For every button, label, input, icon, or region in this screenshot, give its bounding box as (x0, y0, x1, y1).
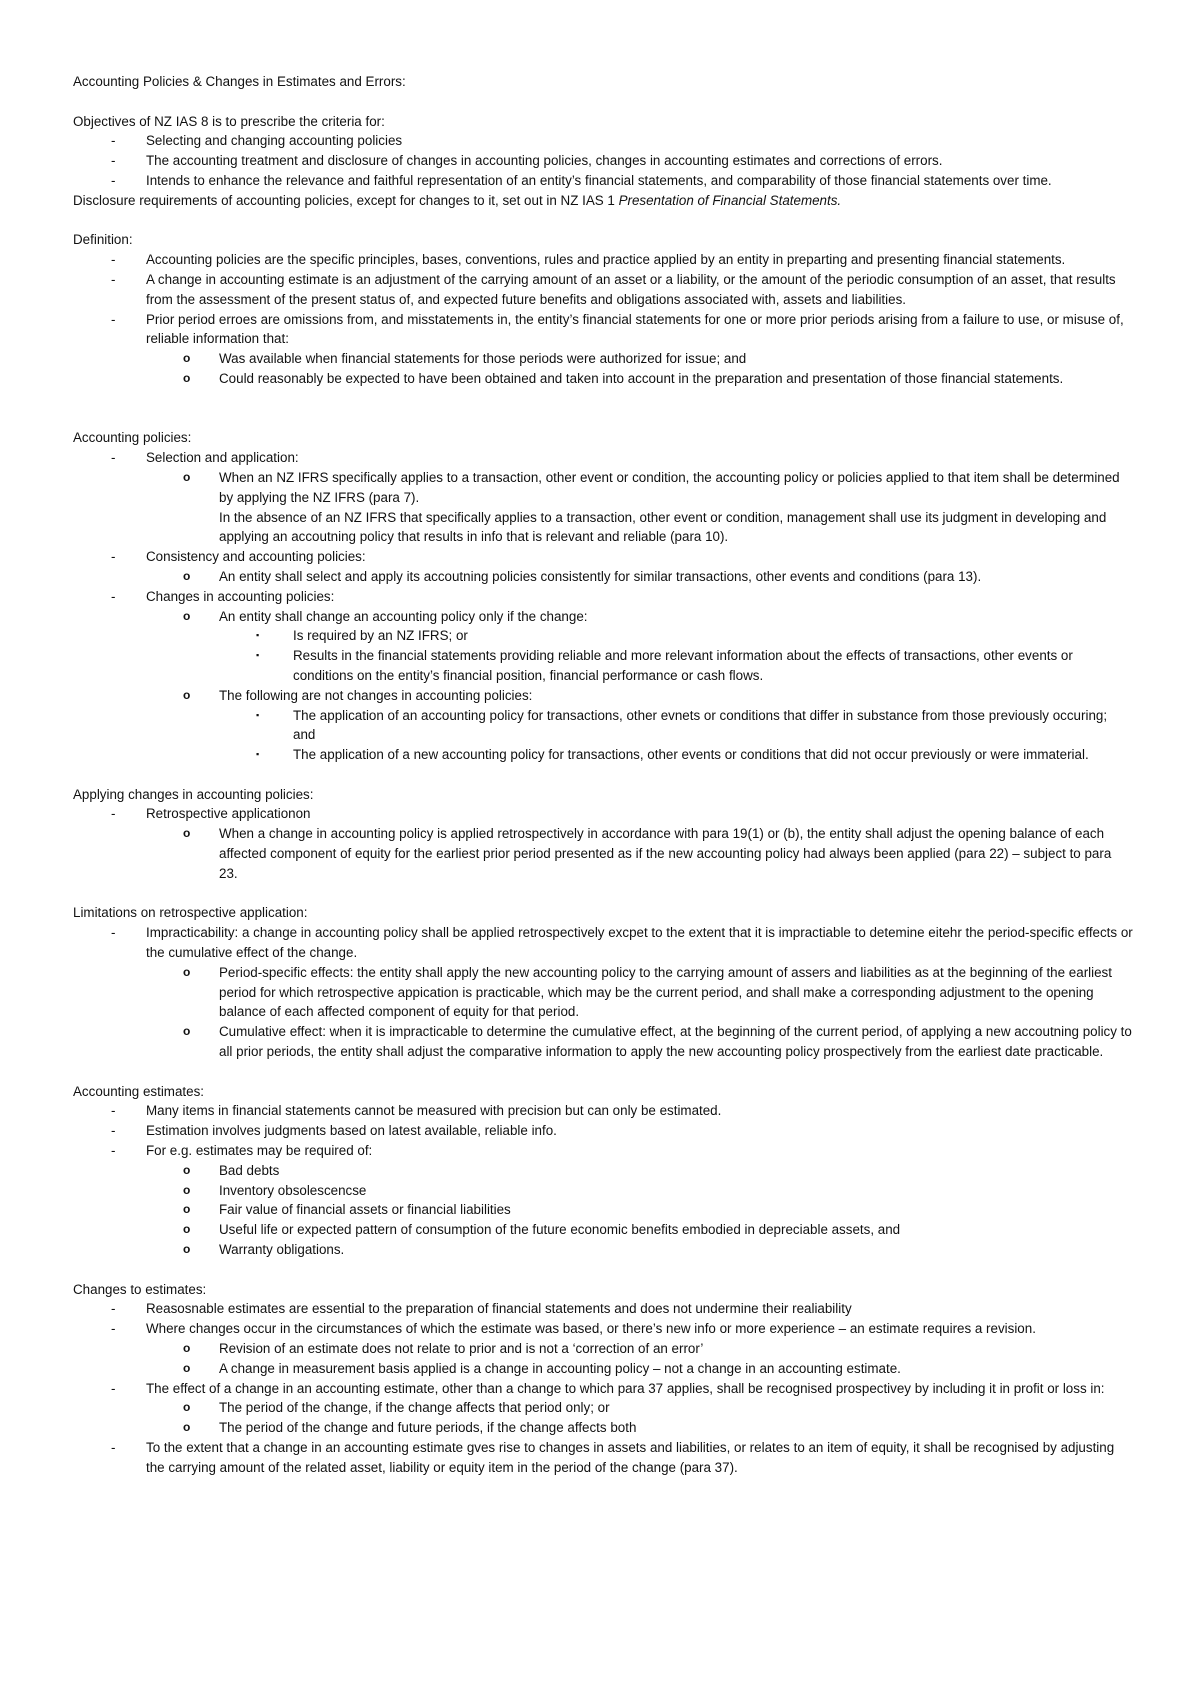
list-subsubitem: ▪ The application of a new accounting policy for transactions, other events or conditions that did not occur previously or were immaterial. (73, 745, 1133, 765)
square-bullet: ▪ (256, 630, 260, 641)
dash-bullet: - (111, 153, 116, 169)
list-item: - Retrospective applicationon (73, 804, 1133, 824)
dash-bullet: - (111, 1143, 116, 1159)
list-item: - Many items in financial statements cannot be measured with precision but can only be estimated. (73, 1101, 1133, 1121)
circle-bullet: o (183, 568, 191, 583)
dash-bullet: - (111, 252, 116, 268)
circle-bullet: o (183, 687, 191, 702)
list-item: - For e.g. estimates may be required of: (73, 1141, 1133, 1161)
dash-bullet: - (111, 806, 116, 822)
dash-bullet: - (111, 172, 116, 188)
circle-bullet: o (183, 351, 191, 366)
circle-bullet: o (183, 469, 191, 484)
document-title: Accounting Policies & Changes in Estimates and Errors: (73, 74, 406, 89)
circle-bullet: o (183, 1222, 191, 1237)
list-subitem: o The period of the change, if the change affects that period only; or (73, 1398, 1133, 1418)
dash-bullet: - (111, 925, 116, 941)
list-item: - Changes in accounting policies: (73, 587, 1133, 607)
dash-bullet: - (111, 1123, 116, 1139)
circle-bullet: o (183, 608, 191, 623)
section-heading: Limitations on retrospective application: (73, 905, 308, 921)
dash-bullet: - (111, 1321, 116, 1337)
circle-bullet: o (183, 1024, 191, 1039)
list-subitem: o Useful life or expected pattern of consumption of the future economic benefits embodied in depreciable assets, and (73, 1220, 1133, 1240)
dash-bullet: - (111, 1103, 116, 1119)
circle-bullet: o (183, 1182, 191, 1197)
list-subsubitem: ▪ The application of an accounting policy for transactions, other evnets or conditions that differ in substance from those previously occuring; and (256, 707, 1108, 743)
section-heading: Applying changes in accounting policies: (73, 786, 314, 802)
list-item: - A change in accounting estimate is an adjustment of the carrying amount of an asset or a liability, or the amount of the periodic consumption of an asset, that results from the assessment of the present status of, and expected future benefits and obligations associated with, assets and liabilities. (111, 271, 1116, 307)
circle-bullet: o (183, 1162, 191, 1177)
circle-bullet: o (183, 826, 191, 841)
square-bullet: ▪ (256, 749, 260, 760)
list-subitem: o A change in measurement basis applied is a change in accounting policy – not a change in an accounting estimate. (73, 1359, 1133, 1379)
list-item: - Prior period erroes are omissions from, and misstatements in, the entity’s financial statements for one or more prior periods arising from a failure to use, or misuse of, reliable information that: (111, 311, 1124, 347)
list-subitem: o Inventory obsolescencse (73, 1181, 1133, 1201)
dash-bullet: - (111, 1301, 116, 1317)
list-subitem: o When a change in accounting policy is applied retrospectively in accordance with para 19(1) or (b), the entity shall adjust the opening balance of each affected component of equity for the earliest prior period presented as if the new accounting policy had always been applied (para 22) – subject to para 23. (183, 826, 1112, 881)
circle-bullet: o (183, 1420, 191, 1435)
section-heading: Changes to estimates: (73, 1281, 207, 1297)
list-item: - The effect of a change in an accounting estimate, other than a change to which para 37 applies, shall be recognised prospectivey by including it in profit or loss in: (73, 1379, 1133, 1399)
list-subsubitem: ▪ Is required by an NZ IFRS; or (73, 626, 1133, 646)
circle-bullet: o (183, 1400, 191, 1415)
list-item: - Estimation involves judgments based on latest available, reliable info. (73, 1121, 1133, 1141)
section-heading: Accounting estimates: (73, 1083, 204, 1099)
list-subsubitem: ▪ Results in the financial statements providing reliable and more relevant information about the effects of transactions, other events or conditions on the entity’s financial position, financial performance or cash flows. (256, 648, 1073, 683)
list-subitem-continuation: In the absence of an NZ IFRS that specifically applies to a transaction, other event or condition, management shall use its judgment in developing and applying an accoutning policy that results in info that is relevant and reliable (para 10). (219, 509, 1107, 545)
list-item: - Impracticability: a change in accounting policy shall be applied retrospectively excpet to the extent that it is impractiable to detemine eitehr the period-specific effects or the cumulative effect of the change. (111, 925, 1133, 961)
list-item: - Consistency and accounting policies: (73, 547, 1133, 567)
list-item: - Accounting policies are the specific principles, bases, conventions, rules and practice applied by an entity in preparting and presenting financial statements. (73, 250, 1133, 270)
list-subitem: o When an NZ IFRS specifically applies to a transaction, other event or condition, the accounting policy or policies applied to that item shall be determined by applying the NZ IFRS (para 7). (183, 469, 1120, 505)
dash-bullet: - (111, 311, 116, 327)
square-bullet: ▪ (256, 709, 260, 720)
list-subitem: o The period of the change and future periods, if the change affects both (73, 1418, 1133, 1438)
list-subitem: o The following are not changes in accounting policies: (73, 686, 1133, 706)
document-page (73, 72, 1133, 1478)
list-item: - Reasosnable estimates are essential to the preparation of financial statements and does not undermine their realiability (73, 1299, 1133, 1319)
dash-bullet: - (111, 1380, 116, 1396)
disclosure-note: Disclosure requirements of accounting policies, except for changes to it, set out in NZ IAS 1 Presentation of Financial Statements. (73, 192, 842, 208)
circle-bullet: o (183, 1242, 191, 1257)
list-item: - Intends to enhance the relevance and faithful representation of an entity’s financial statements, and comparability of those financial statements over time. (73, 171, 1133, 191)
circle-bullet: o (183, 1360, 191, 1375)
list-subitem: o An entity shall select and apply its accoutning policies consistently for similar transactions, other events and conditions (para 13). (73, 567, 1133, 587)
objectives-intro: Objectives of NZ IAS 8 is to prescribe the criteria for: (73, 113, 385, 129)
dash-bullet: - (111, 133, 116, 149)
list-item: - Selection and application: (73, 448, 1133, 468)
list-subitem: o Bad debts (73, 1161, 1133, 1181)
list-item: - To the extent that a change in an accounting estimate gves rise to changes in assets and liabilities, or relates to an item of equity, it shall be recognised by adjusting the carrying amount of the related asset, liability or equity item in the period of the change (para 37). (111, 1439, 1115, 1475)
dash-bullet: - (111, 549, 116, 565)
circle-bullet: o (183, 964, 191, 979)
section-heading: Accounting policies: (73, 430, 192, 446)
list-subitem: o Fair value of financial assets or financial liabilities (73, 1200, 1133, 1220)
circle-bullet: o (183, 1202, 191, 1217)
list-subitem: o Cumulative effect: when it is impracticable to determine the cumulative effect, at the beginning of the current period, of applying a new accoutning policy to all prior periods, the entity shall adjust the comparative information to apply the new accounting policy prospectively from the earliest date practicable. (183, 1024, 1132, 1060)
dash-bullet: - (111, 1439, 116, 1455)
list-subitem: o Could reasonably be expected to have been obtained and taken into account in the preparation and presentation of those financial statements. (73, 369, 1133, 389)
list-item: - The accounting treatment and disclosure of changes in accounting policies, changes in accounting estimates and corrections of errors. (73, 151, 1133, 171)
circle-bullet: o (183, 1341, 191, 1355)
list-subitem: o Period-specific effects: the entity shall apply the new accounting policy to the carrying amount of assers and liabilities as at the beginning of the earliest period for which retrospective appication is practicable, which may be the current period, and shall make a corresponding adjustment to the opening balance of each affected component of equity for that period. (183, 964, 1112, 1020)
dash-bullet: - (111, 450, 116, 466)
list-subitem: o An entity shall change an accounting policy only if the change: (73, 607, 1133, 627)
list-item: - Where changes occur in the circumstances of which the estimate was based, or there’s new info or more experience – an estimate requires a revision. (73, 1319, 1133, 1339)
list-subitem: o Revision of an estimate does not relate to prior and is not a ‘correction of an error’ (73, 1339, 1133, 1359)
dash-bullet: - (111, 271, 116, 287)
list-item: - Selecting and changing accounting policies (73, 131, 1133, 151)
section-heading: Definition: (73, 232, 133, 248)
circle-bullet: o (183, 370, 191, 385)
list-subitem: o Was available when financial statements for those periods were authorized for issue; and (73, 349, 1133, 369)
square-bullet: ▪ (256, 650, 260, 661)
list-subitem: o Warranty obligations. (73, 1240, 1133, 1260)
dash-bullet: - (111, 588, 116, 604)
